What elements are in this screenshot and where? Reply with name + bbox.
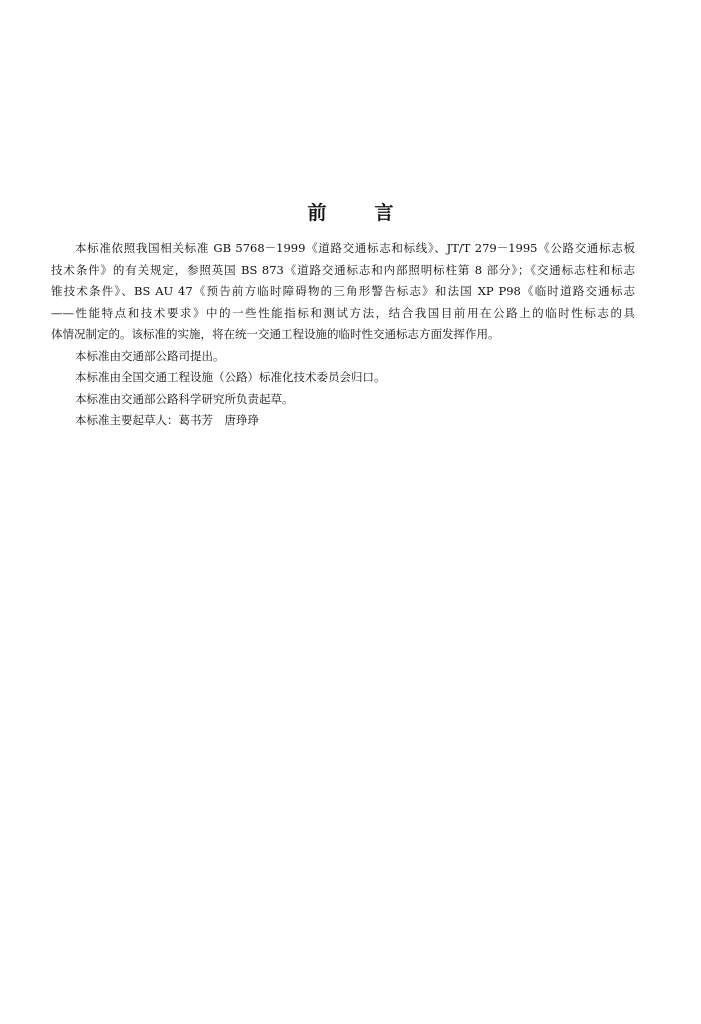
- paragraph-4: 本标准由交通部公路科学研究所负责起草。: [75, 391, 294, 406]
- preface-body: [51, 238, 635, 432]
- paragraph-1-line-5: 体情况制定的。该标准的实施，将在统一交通工程设施的临时性交通标志方面发挥作用。: [51, 327, 500, 341]
- paragraph-1-line-3: 锥技术条件》、BS AU 47《预告前方临时障碍物的三角形警告标志》和法国 XP P98《临时道路交通标志: [51, 284, 635, 298]
- paragraph-3: 本标准由全国交通工程设施（公路）标准化技术委员会归口。: [75, 370, 386, 384]
- page-title: [0, 198, 701, 225]
- paragraph-1-line-2: 技术条件》的有关规定，参照英国 BS 873《道路交通标志和内部照明标柱第 8 部分》；《交通标志柱和标志: [51, 262, 635, 277]
- paragraph-2: 本标准由交通部公路司提出。: [75, 348, 225, 363]
- title-char-1: 前: [307, 202, 327, 224]
- paragraph-5-drafters: 本标准主要起草人：葛书芳 唐琤琤: [75, 413, 259, 427]
- paragraph-1-line-4: ——性能特点和技术要求》中的一些性能指标和测试方法，结合我国目前用在公路上的临时性标志的具: [51, 305, 635, 320]
- paragraph-1-line-1: 本标准依照我国相关标准 GB 5768－1999《道路交通标志和标线》、JT/T 279－1995《公路交通标志板: [75, 241, 635, 255]
- title-char-2: 言: [374, 202, 394, 224]
